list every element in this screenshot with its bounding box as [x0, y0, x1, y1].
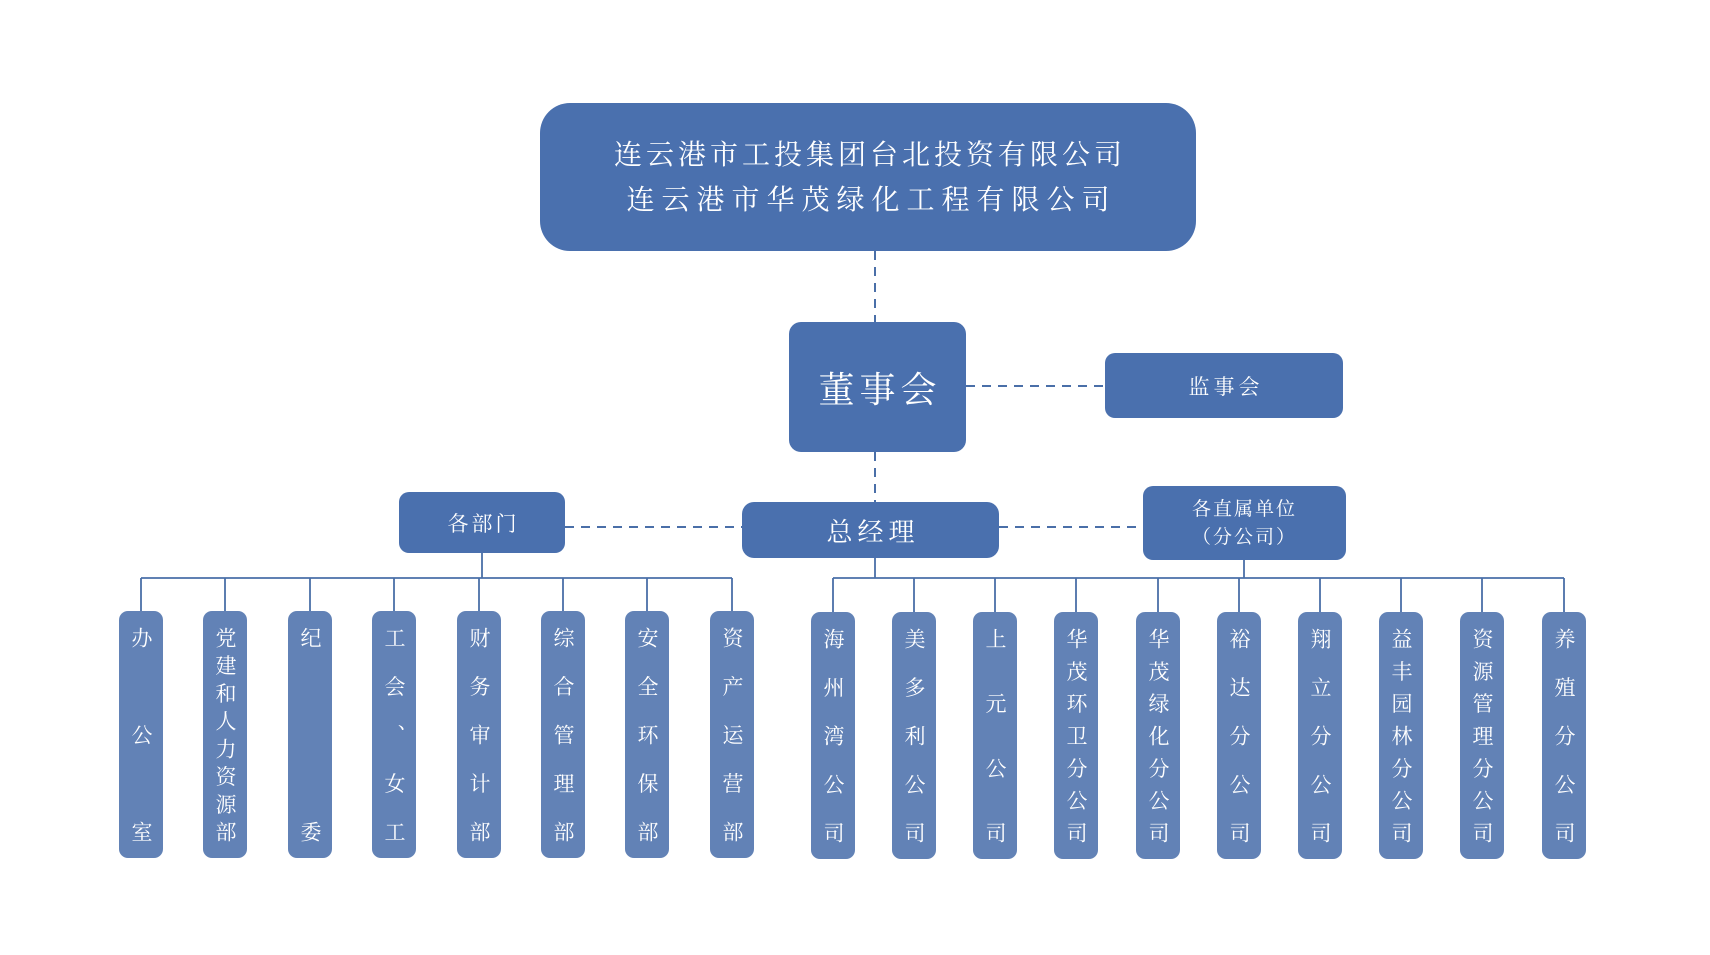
dept-column-label: 综合管理部: [551, 627, 575, 842]
dept-column-label: 安全环保部: [635, 627, 659, 842]
dept-column-label: 党建和人力资源部: [213, 627, 237, 842]
dept-column-label: 纪委: [298, 627, 322, 842]
branch-column: [892, 612, 936, 859]
dept-column: [625, 611, 669, 858]
branch-column: [1217, 612, 1261, 859]
branch-column: [811, 612, 855, 859]
node-general-manager: [742, 502, 999, 558]
branch-column: [1136, 612, 1180, 859]
node-company-root: [540, 103, 1196, 251]
dept-column: [457, 611, 501, 858]
dept-column: [372, 611, 416, 858]
branches-header-line2: （分公司）: [1191, 526, 1297, 548]
node-departments-header: [399, 492, 565, 553]
branch-column-label: 海州湾公司: [821, 628, 845, 843]
departments-header-label: 各部门: [447, 511, 520, 536]
supervisory-label: 监事会: [1188, 374, 1264, 399]
branch-column: [973, 612, 1017, 859]
branch-column: [1379, 612, 1423, 859]
node-board-of-directors: [789, 322, 966, 452]
dept-column: [203, 611, 247, 858]
branches-header-line1: 各直属单位: [1191, 497, 1297, 520]
branch-column-label: 裕达分公司: [1227, 628, 1251, 843]
branch-column-label: 养殖分公司: [1552, 628, 1576, 843]
dept-column-label: 财务审计部: [467, 627, 491, 842]
company-name-line2: 连云港市华茂绿化工程有限公司: [626, 183, 1117, 216]
dept-column: [541, 611, 585, 858]
branch-column-label: 华茂环卫分公司: [1064, 628, 1088, 843]
general-manager-label: 总经理: [826, 517, 920, 548]
branch-column-label: 华茂绿化分公司: [1146, 628, 1170, 843]
branch-column-label: 翔立分公司: [1308, 628, 1332, 843]
branch-column-label: 益丰园林分公司: [1389, 628, 1413, 843]
branch-column-label: 美多利公司: [902, 628, 926, 843]
node-branches-header: [1143, 486, 1346, 560]
branch-column-label: 上元公司: [983, 628, 1007, 843]
dept-column: [119, 611, 163, 858]
dept-column: [288, 611, 332, 858]
dept-column-label: 工会、女工: [382, 627, 406, 842]
branch-column: [1460, 612, 1504, 859]
board-label: 董事会: [818, 369, 942, 411]
company-name-line1: 连云港市工投集团台北投资有限公司: [613, 137, 1126, 171]
dept-column-label: 资产运营部: [720, 627, 744, 842]
dept-column-label: 办公室: [129, 627, 153, 842]
branch-column: [1054, 612, 1098, 859]
dept-column: [710, 611, 754, 858]
branch-column: [1298, 612, 1342, 859]
branch-column-label: 资源管理分公司: [1470, 628, 1494, 843]
branch-column: [1542, 612, 1586, 859]
node-supervisory-board: [1105, 353, 1343, 418]
